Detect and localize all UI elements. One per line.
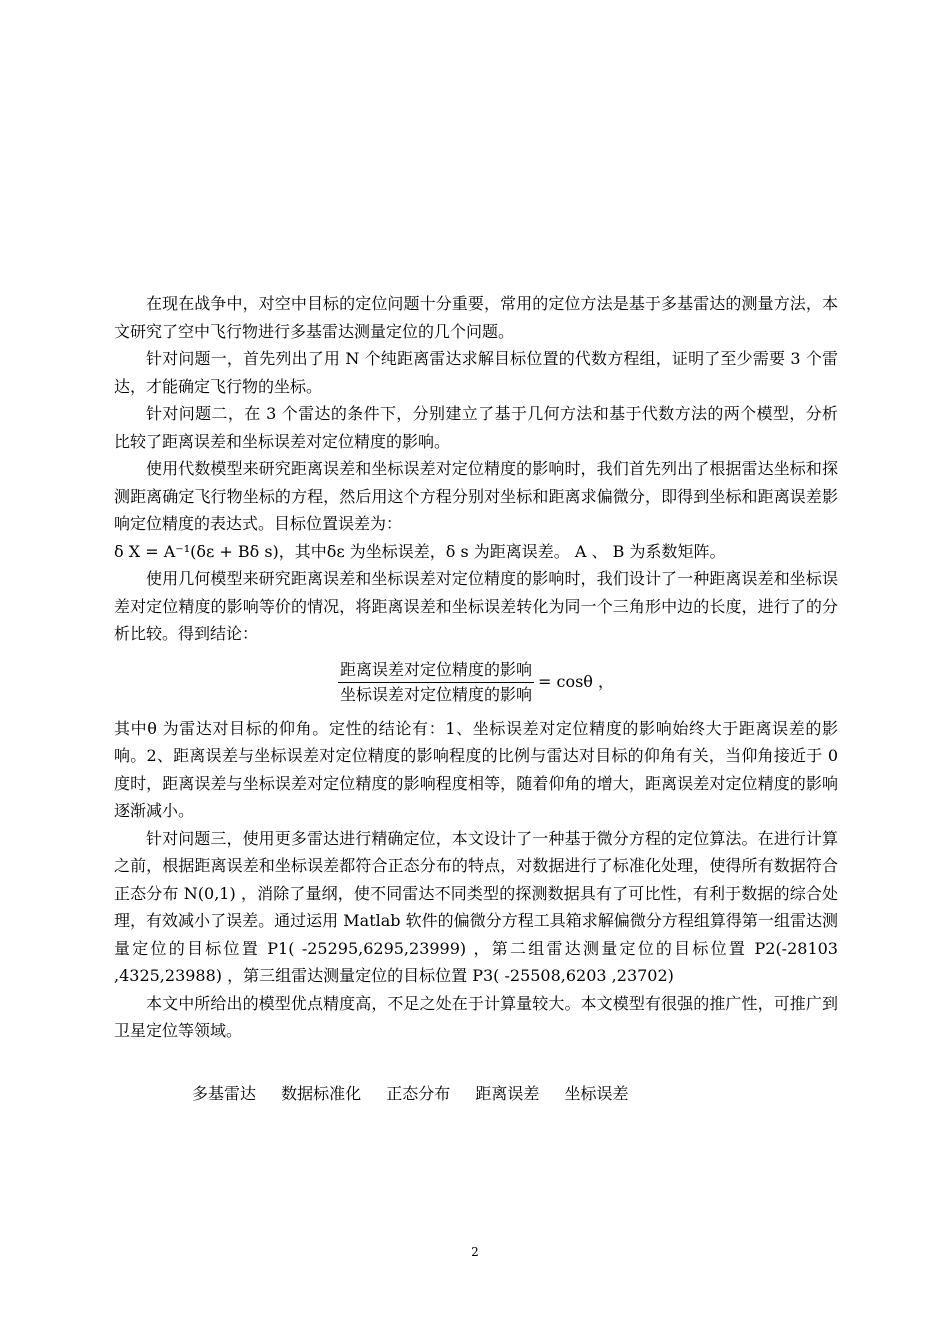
page-number: 2 xyxy=(471,1245,479,1259)
keyword: 多基雷达 xyxy=(192,1084,257,1103)
keyword: 坐标误差 xyxy=(564,1084,629,1103)
keyword: 数据标准化 xyxy=(281,1084,362,1103)
paragraph-problem-three: 针对问题三，使用更多雷达进行精确定位，本文设计了一种基于微分方程的定位算法。在进行计算之前，根据距离误差和坐标误差都符合正态分布的特点，对数据进行了标准化处理，使得所有数据符合正态分布 N(0,1) ，消除了量纲，使不同雷达不同类型的探测数据具有了可比性，有利于数据的综合处理，有效减小了误差。通过运用 Matlab 软件的偏微分方程工具箱求解偏微分方程组算得第一组雷达测量定位的目标位置 P1( -25295,6295,23999) ，第二组雷达测量定位的目标位置 P2(-28103 ,4325,23988) ，第三组雷达测量定位的目标位置 P3( -25508,6203 ,23702) xyxy=(114,828,838,985)
keyword: 距离误差 xyxy=(475,1084,540,1103)
conclusion-formula xyxy=(114,658,838,707)
paragraph-algebraic-model: 使用代数模型来研究距离误差和坐标误差对定位精度的影响时，我们首先列出了根据雷达坐标和探测距离确定飞行物坐标的方程，然后用这个方程分别对坐标和距离求偏微分，即得到坐标和距离误差影响定位精度的表达式。目标位置误差为： xyxy=(114,459,838,533)
error-formula: δ X = A⁻¹(δε + Bδ s) xyxy=(114,541,279,561)
keywords-line xyxy=(192,1082,648,1106)
paragraph-summary: 本文中所给出的模型优点精度高，不足之处在于计算量较大。本文模型有很强的推广性，可推广到卫星定位等领域。 xyxy=(114,993,838,1040)
keyword: 正态分布 xyxy=(386,1084,451,1103)
paragraph-problem-one: 针对问题一，首先列出了用 N 个纯距离雷达求解目标位置的代数方程组，证明了至少需要 3 个雷达，才能确定飞行物的坐标。 xyxy=(114,349,838,396)
abstract-body xyxy=(114,290,838,1045)
fraction-rhs: = cosθ ， xyxy=(537,672,615,692)
paragraph-qualitative-conclusions: 其中θ 为雷达对目标的仰角。定性的结论有：1、坐标误差对定位精度的影响始终大于距离误差的影响。2、距离误差与坐标误差对定位精度的影响程度的比例与雷达对目标的仰角有关，当仰角接近于 0 度时，距离误差与坐标误差对定位精度的影响程度相等，随着仰角的增大，距离误差对定位精度的影响逐渐减小。 xyxy=(114,718,838,820)
paragraph-intro: 在现在战争中，对空中目标的定位问题十分重要，常用的定位方法是基于多基雷达的测量方法，本文研究了空中飞行物进行多基雷达测量定位的几个问题。 xyxy=(114,294,838,341)
error-formula-explanation: ，其中δε 为坐标误差，δ s 为距离误差。 A 、 B 为系数矩阵。 xyxy=(278,541,726,561)
paragraph-problem-two: 针对问题二，在 3 个雷达的条件下，分别建立了基于几何方法和基于代数方法的两个模型，分析比较了距离误差和坐标误差对定位精度的影响。 xyxy=(114,404,838,451)
fraction-numerator: 距离误差对定位精度的影响 xyxy=(339,659,532,679)
fraction xyxy=(338,658,534,707)
fraction-denominator: 坐标误差对定位精度的影响 xyxy=(338,682,534,707)
error-formula-line xyxy=(114,538,838,566)
paragraph-geometric-model: 使用几何模型来研究距离误差和坐标误差对定位精度的影响时，我们设计了一种距离误差和坐标误差对定位精度的影响等价的情况，将距离误差和坐标误差转化为同一个三角形中边的长度，进行了的分析比较。得到结论： xyxy=(114,569,838,643)
